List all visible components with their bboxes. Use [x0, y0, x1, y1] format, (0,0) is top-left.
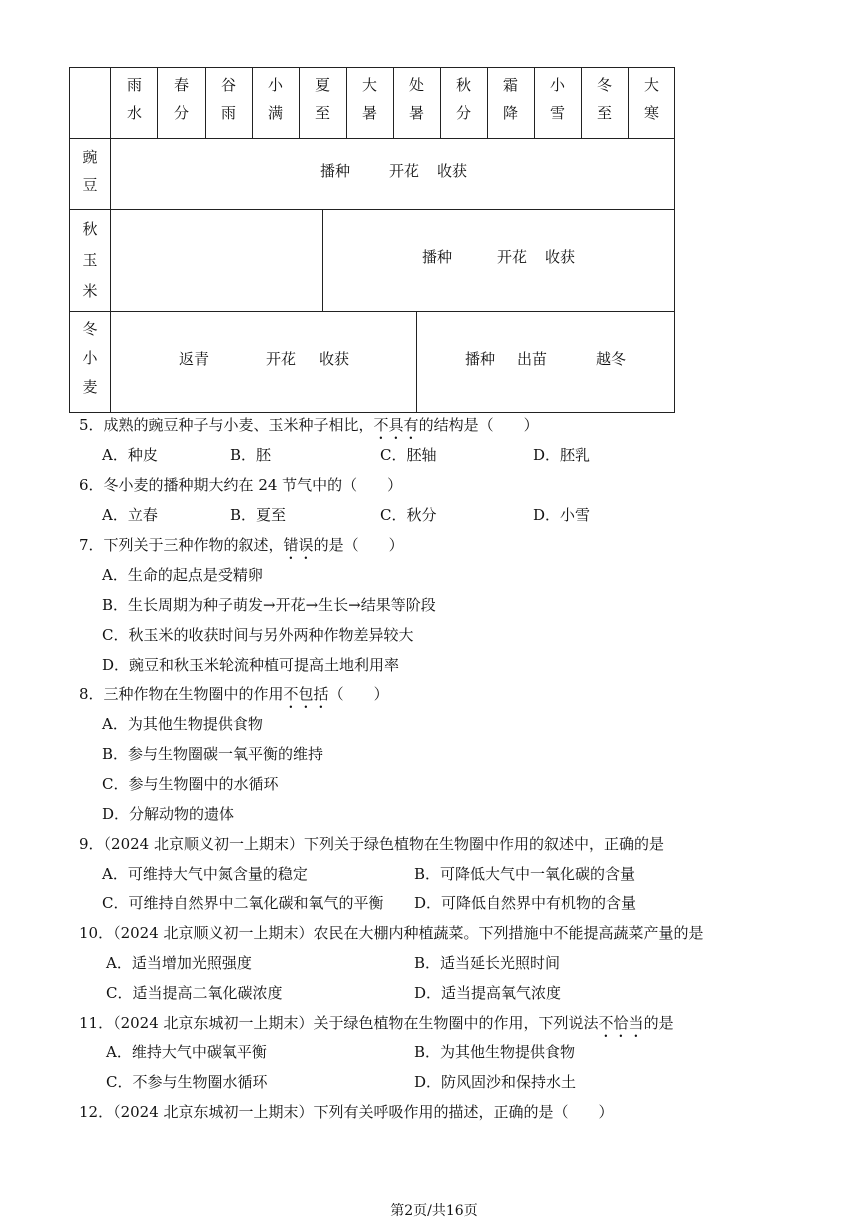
option: B．参与生物圈碳一氧平衡的维持 [102, 745, 324, 763]
question-8: 8．三种作物在生物圈中的作用不包括（ ） [79, 685, 389, 703]
page-number: 第2页/共16页 [390, 1203, 478, 1219]
corn-row-separator [322, 209, 323, 312]
corn-stage: 收获 [545, 248, 576, 266]
question-10: 10．（2024 北京顺义初一上期末）农民在大棚内种植蔬菜。下列措施中不能提高蔬菜产量的是 [79, 924, 704, 942]
question-6: 6．冬小麦的播种期大约在 24 节气中的（ ） [79, 476, 403, 494]
option: B．适当延长光照时间 [414, 954, 561, 972]
wheat-stage: 开花 [266, 350, 297, 368]
option: C．秋玉米的收获时间与另外两种作物差异较大 [102, 626, 414, 644]
pea-stage: 播种 [320, 162, 351, 180]
option: D．适当提高氧气浓度 [414, 984, 562, 1002]
solar-term: 大 寒 [643, 76, 659, 122]
option: D．胚乳 [533, 446, 591, 464]
solar-term: 秋 分 [455, 76, 471, 122]
table-border-left [69, 67, 70, 413]
option: A．维持大气中碳氧平衡 [106, 1043, 267, 1061]
option: B．为其他生物提供食物 [414, 1043, 576, 1061]
wheat-row-separator [416, 311, 417, 413]
solar-term: 大 暑 [361, 76, 377, 122]
option: B．可降低大气中一氧化碳的含量 [414, 865, 636, 883]
solar-term: 冬 至 [596, 76, 612, 122]
option: B．生长周期为种子萌发→开花→生长→结果等阶段 [102, 596, 436, 614]
question-12: 12．（2024 北京东城初一上期末）下列有关呼吸作用的描述，正确的是（ ） [79, 1103, 614, 1121]
option: C．可维持自然界中二氧化碳和氧气的平衡 [102, 894, 384, 912]
corn-stage: 播种 [422, 248, 453, 266]
solar-term: 春 分 [173, 76, 189, 122]
wheat-stage: 越冬 [596, 350, 627, 368]
question-9: 9．（2024 北京顺义初一上期末）下列关于绿色植物在生物圈中作用的叙述中，正确的是 [79, 835, 664, 853]
option: C．不参与生物圈水循环 [106, 1073, 268, 1091]
question-5: 5．成熟的豌豆种子与小麦、玉米种子相比，不具有的结构是（ ） [79, 416, 539, 434]
option: C．适当提高二氧化碳浓度 [106, 984, 283, 1002]
option: D．可降低自然界中有机物的含量 [414, 894, 637, 912]
emphasis-text: 不具有 [373, 416, 419, 434]
option: C．胚轴 [380, 446, 437, 464]
emphasis-text: 不包括 [283, 685, 329, 703]
solar-term: 霜 降 [502, 76, 518, 122]
solar-term: 小 雪 [549, 76, 565, 122]
question-7: 7．下列关于三种作物的叙述，错误的是（ ） [79, 536, 404, 554]
solar-term: 处 暑 [408, 76, 424, 122]
emphasis-text: 错误 [283, 536, 314, 554]
crop-name-pea: 豌 豆 [82, 148, 98, 194]
pea-stage: 收获 [437, 162, 468, 180]
option: A．立春 [102, 506, 158, 524]
corn-stage: 开花 [497, 248, 528, 266]
crop-name-corn: 秋 玉 米 [82, 220, 98, 300]
crop-name-wheat: 冬 小 麦 [82, 320, 98, 396]
option: A．生命的起点是受精卵 [102, 566, 263, 584]
row-separator [69, 138, 675, 139]
solar-term: 小 满 [267, 76, 283, 122]
option: D．小雪 [533, 506, 591, 524]
option: D．防风固沙和保持水土 [414, 1073, 577, 1091]
option: A．适当增加光照强度 [106, 954, 252, 972]
option: C．秋分 [380, 506, 437, 524]
wheat-stage: 收获 [319, 350, 350, 368]
table-border-bottom [69, 412, 675, 413]
solar-term: 谷 雨 [220, 76, 236, 122]
pea-stage: 开花 [389, 162, 420, 180]
option: D．分解动物的遗体 [102, 805, 235, 823]
question-11: 11．（2024 北京东城初一上期末）关于绿色植物在生物圈中的作用，下列说法不恰当的是 [79, 1014, 674, 1032]
option: D．豌豆和秋玉米轮流种植可提高土地利用率 [102, 656, 400, 674]
option: B．胚 [230, 446, 272, 464]
option: A．可维持大气中氮含量的稳定 [102, 865, 308, 883]
option: C．参与生物圈中的水循环 [102, 775, 279, 793]
option: A．为其他生物提供食物 [102, 715, 263, 733]
row-separator [69, 209, 675, 210]
option: B．夏至 [230, 506, 287, 524]
row-separator [69, 311, 675, 312]
option: A．种皮 [102, 446, 158, 464]
wheat-stage: 返青 [179, 350, 210, 368]
solar-term: 雨 水 [126, 76, 142, 122]
emphasis-text: 不恰当 [598, 1014, 644, 1032]
solar-term: 夏 至 [314, 76, 330, 122]
table-border-top [69, 67, 675, 68]
wheat-stage: 播种 [465, 350, 496, 368]
wheat-stage: 出苗 [517, 350, 548, 368]
